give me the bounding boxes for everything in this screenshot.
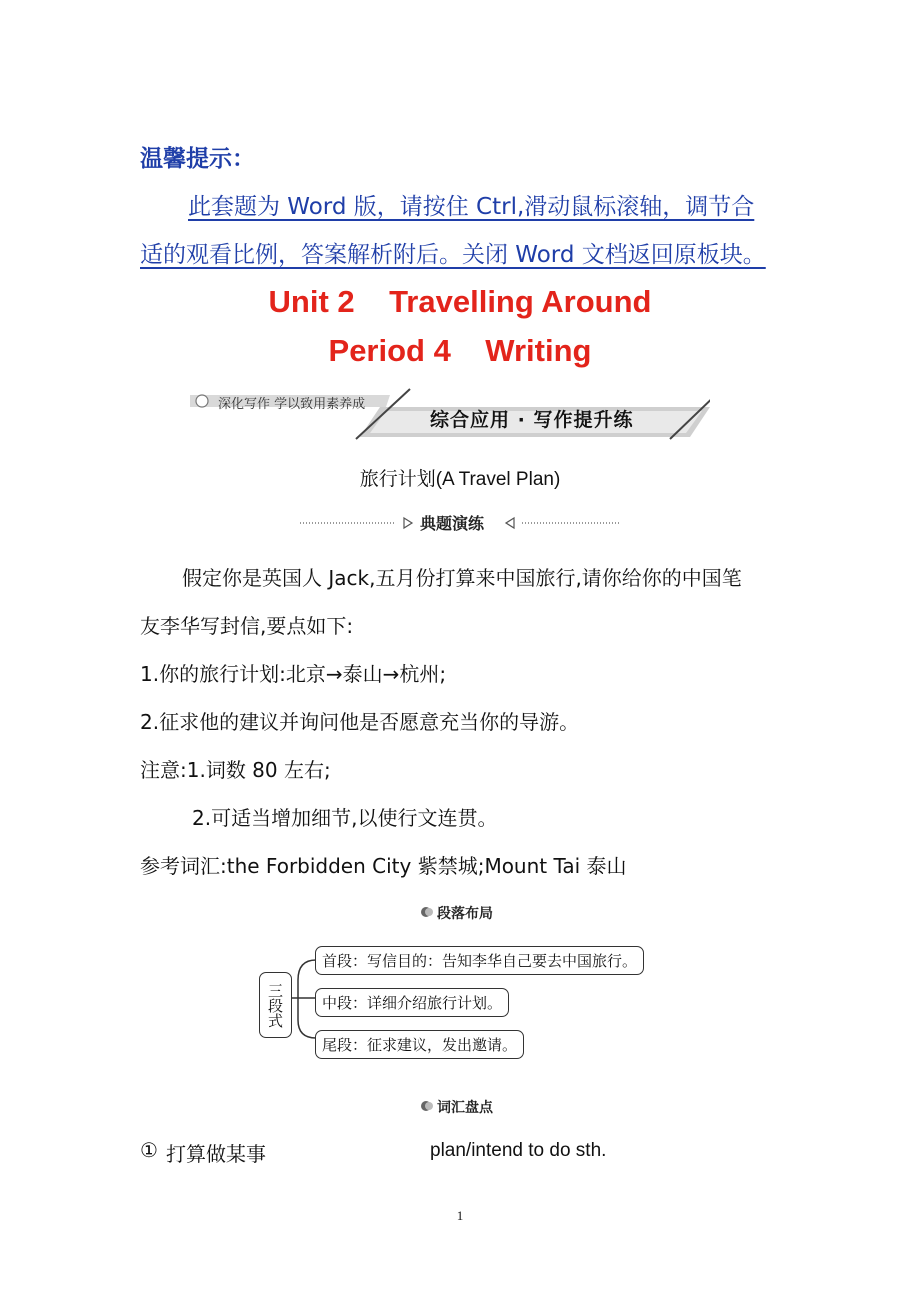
- section-title: 旅行计划(A Travel Plan): [359, 469, 561, 490]
- period-title: Period 4 Writing: [328, 333, 592, 368]
- tree-root: 三段式: [259, 972, 292, 1038]
- task-vocab: 参考词汇:the Forbidden City 紫禁城;Mount Tai 泰山: [140, 854, 627, 878]
- task-note-1: 注意:1.词数 80 左右;: [140, 758, 331, 782]
- tree-branch-first: 首段：写信目的：告知李华自己要去中国旅行。: [315, 946, 644, 975]
- bullet-icon: [420, 904, 434, 918]
- tree-branch-middle: 中段：详细介绍旅行计划。: [315, 988, 509, 1017]
- banner-left-label: 深化写作 学以致用素养成: [218, 397, 366, 412]
- task-note-2: 2.可适当增加细节,以使行文连贯。: [192, 806, 498, 830]
- vocab-item-number: ①: [140, 1138, 158, 1162]
- page-number: 1: [456, 1208, 464, 1223]
- arrow-left-icon: [404, 518, 412, 528]
- tree-branch-last: 尾段：征求建议，发出邀请。: [315, 1030, 524, 1059]
- vocab-item-english: plan/intend to do sth.: [430, 1140, 607, 1161]
- tip-line-2: 适的观看比例，答案解析附后。关闭 Word 文档返回原板块。: [140, 242, 766, 268]
- layout-heading: 段落布局: [437, 906, 493, 922]
- task-point-2: 2.征求他的建议并询问他是否愿意充当你的导游。: [140, 710, 580, 734]
- bullet-icon: [420, 1098, 434, 1112]
- banner-right-label: 综合应用 · 写作提升练: [430, 409, 634, 431]
- vocab-item-chinese: 打算做某事: [166, 1142, 266, 1166]
- arrow-right-icon: [506, 518, 514, 528]
- tip-line-1: 此套题为 Word 版，请按住 Ctrl,滑动鼠标滚轴，调节合: [188, 194, 755, 220]
- divider-label: 典题演练: [420, 514, 485, 533]
- task-line-1: 假定你是英国人 Jack,五月份打算来中国旅行,请你给你的中国笔: [182, 566, 742, 590]
- task-line-2: 友李华写封信,要点如下:: [140, 614, 354, 638]
- unit-title: Unit 2 Travelling Around: [268, 284, 652, 319]
- task-point-1: 1.你的旅行计划:北京→泰山→杭州;: [140, 662, 447, 686]
- tip-title: 温馨提示：: [140, 146, 255, 172]
- lightbulb-icon: [196, 395, 208, 407]
- vocab-heading: 词汇盘点: [437, 1100, 493, 1116]
